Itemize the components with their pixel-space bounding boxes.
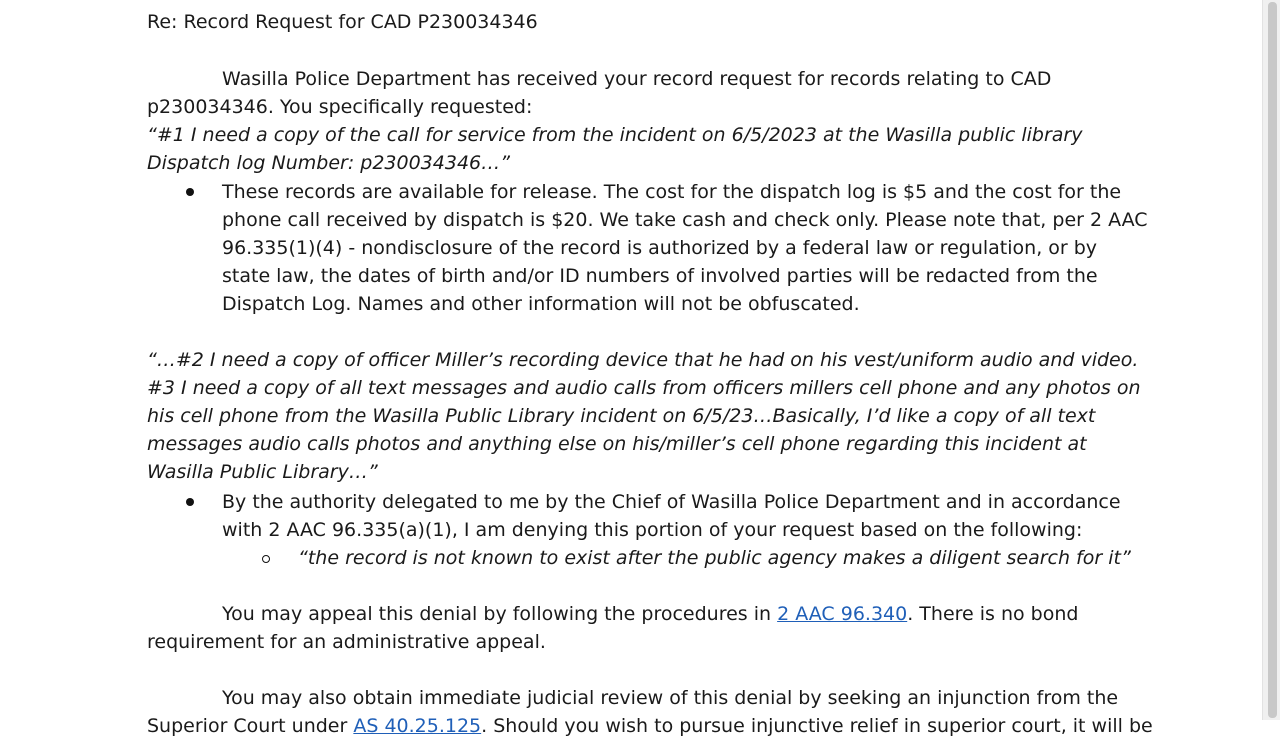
sub-bullet-circle [262, 555, 270, 563]
bullet2-line-1: By the authority delegated to me by the Chief of Wasilla Police Department and in accordance [222, 491, 1121, 513]
quote2-line-4: messages audio calls photos and anything else on his/miller’s cell phone regarding this incident at [147, 433, 1087, 455]
bullet1-line-2: phone call received by dispatch is $20. We take cash and check only. Please note that, per 2 AAC [222, 209, 1148, 231]
bullet-dot [186, 188, 194, 196]
vertical-scrollbar[interactable] [1262, 0, 1280, 720]
bullet1-line-3: 96.335(1)(4) - nondisclosure of the record is authorized by a federal law or regulation, or by [222, 237, 1098, 259]
bullet1-line-1: These records are available for release. The cost for the dispatch log is $5 and the cost for the [222, 181, 1122, 203]
judicial-text-after: . Should you wish to pursue injunctive relief in superior court, it will be [481, 715, 1153, 737]
bullet1-line-4: state law, the dates of birth and/or ID numbers of involved parties will be redacted from the [222, 265, 1098, 287]
appeal-text-before: You may appeal this denial by following the procedures in [222, 603, 778, 625]
bullet2-line-2: with 2 AAC 96.335(a)(1), I am denying this portion of your request based on the following: [222, 519, 1083, 541]
appeal-line-1 [222, 600, 1078, 628]
judicial-text-before: Superior Court under [147, 715, 354, 737]
bullet-dot [186, 498, 194, 506]
aac-96-340-link[interactable]: 2 AAC 96.340 [777, 603, 908, 625]
quote2-line-2: #3 I need a copy of all text messages and audio calls from officers millers cell phone and any photos on [147, 377, 1141, 399]
letter-subject: Re: Record Request for CAD P230034346 [147, 11, 538, 33]
quote1-line-2: Dispatch log Number: p230034346…” [147, 152, 510, 174]
appeal-line-2: requirement for an administrative appeal. [147, 631, 546, 653]
appeal-text-after: . There is no bond [907, 603, 1079, 625]
quote2-line-3: his cell phone from the Wasilla Public Library incident on 6/5/23…Basically, I’d like a copy of all text [147, 405, 1096, 427]
scrollbar-thumb[interactable] [1268, 2, 1277, 718]
judicial-line-1: You may also obtain immediate judicial review of this denial by seeking an injunction from the [222, 687, 1119, 709]
bullet2-sub-item: “the record is not known to exist after the public agency makes a diligent search for it” [298, 547, 1131, 569]
quote2-line-1: “…#2 I need a copy of officer Miller’s recording device that he had on his vest/uniform audio and video. [147, 349, 1139, 371]
quote1-line-1: “#1 I need a copy of the call for service from the incident on 6/5/2023 at the Wasilla public library [147, 124, 1083, 146]
as-40-25-125-link[interactable]: AS 40.25.125 [353, 715, 482, 737]
quote2-line-5: Wasilla Public Library…” [147, 461, 378, 483]
judicial-line-2 [147, 712, 1153, 740]
intro-line-1: Wasilla Police Department has received your record request for records relating to CAD [222, 68, 1052, 90]
bullet1-line-5: Dispatch Log. Names and other information will not be obfuscated. [222, 293, 860, 315]
intro-line-2: p230034346. You specifically requested: [147, 96, 533, 118]
